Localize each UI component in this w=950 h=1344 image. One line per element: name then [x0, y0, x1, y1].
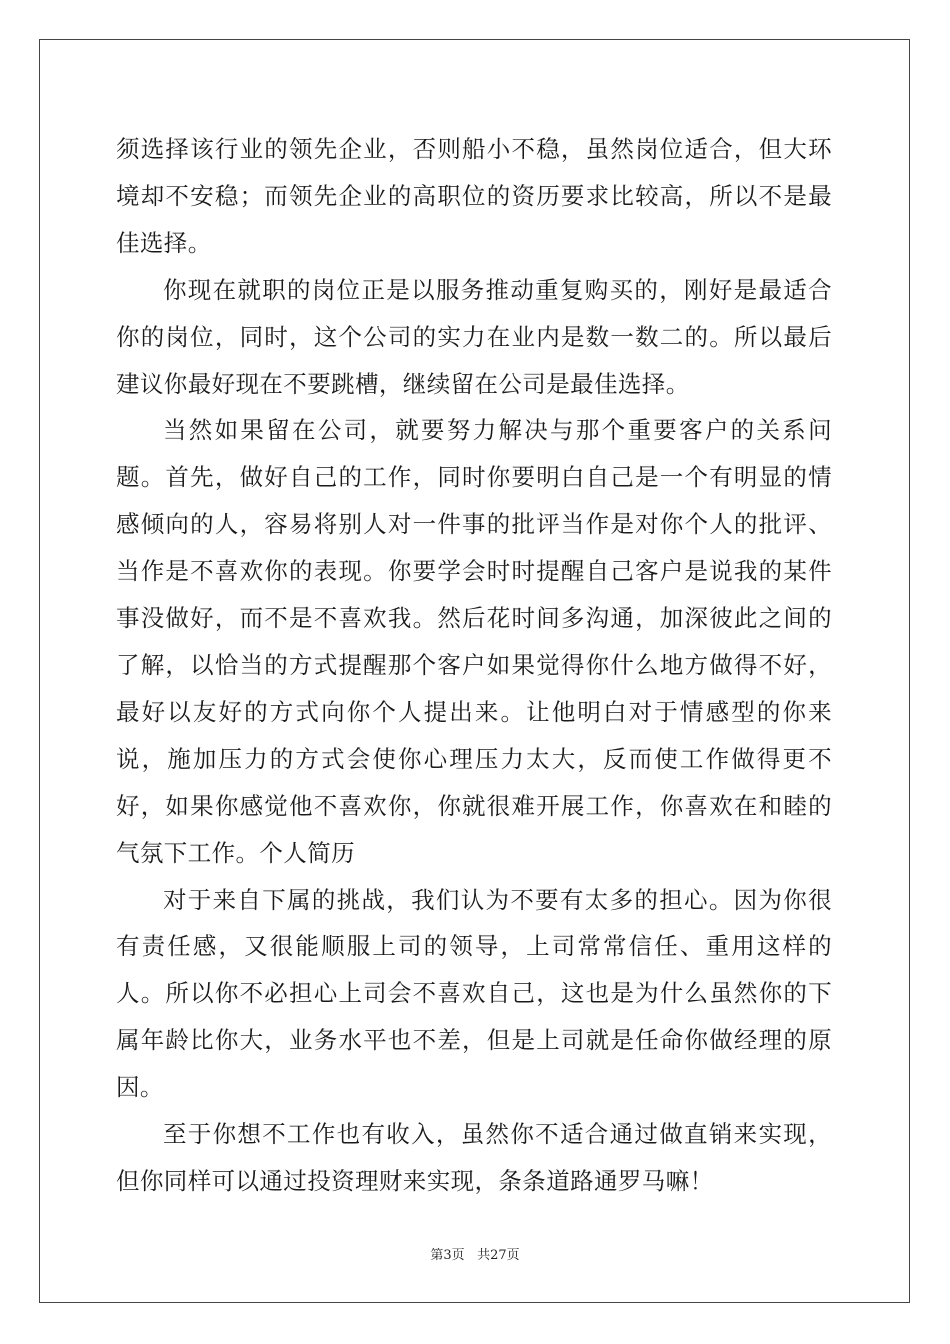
paragraph-3: 当然如果留在公司，就要努力解决与那个重要客户的关系问题。首先，做好自己的工作，同时你要明白自己是一个有明显的情感倾向的人，容易将别人对一件事的批评当作是对你个人的批评、当作是不喜欢你的表现。你要学会时时提醒自己客户是说我的某件事没做好，而不是不喜欢我。然后花时间多沟通，加深彼此之间的了解，以恰当的方式提醒那个客户如果觉得你什么地方做得不好，最好以友好的方式向你个人提出来。让他明白对于情感型的你来说，施加压力的方式会使你心理压力太大，反而使工作做得更不好，如果你感觉他不喜欢你，你就很难开展工作，你喜欢在和睦的气氛下工作。个人简历	[116, 416, 832, 867]
paragraph-1: 须选择该行业的领先企业，否则船小不稳，虽然岗位适合，但大环境却不安稳；而领先企业的高职位的资历要求比较高，所以不是最佳选择。	[116, 135, 832, 257]
document-body	[116, 126, 832, 1205]
paragraph-5: 至于你想不工作也有收入，虽然你不适合通过做直销来实现，但你同样可以通过投资理财来实现，条条道路通罗马嘛！	[116, 1120, 832, 1195]
paragraph-4: 对于来自下属的挑战，我们认为不要有太多的担心。因为你很有责任感，又很能顺服上司的领导，上司常常信任、重用这样的人。所以你不必担心上司会不喜欢自己，这也是为什么虽然你的下属年龄比你大，业务水平也不差，但是上司就是任命你做经理的原因。	[116, 885, 832, 1102]
page-footer	[0, 1248, 950, 1264]
paragraph-2: 你现在就职的岗位正是以服务推动重复购买的，刚好是最适合你的岗位，同时，这个公司的实力在业内是数一数二的。所以最后建议你最好现在不要跳槽，继续留在公司是最佳选择。	[116, 275, 832, 398]
page-number: 第3页	[430, 1248, 465, 1263]
page-total: 共27页	[477, 1248, 520, 1263]
